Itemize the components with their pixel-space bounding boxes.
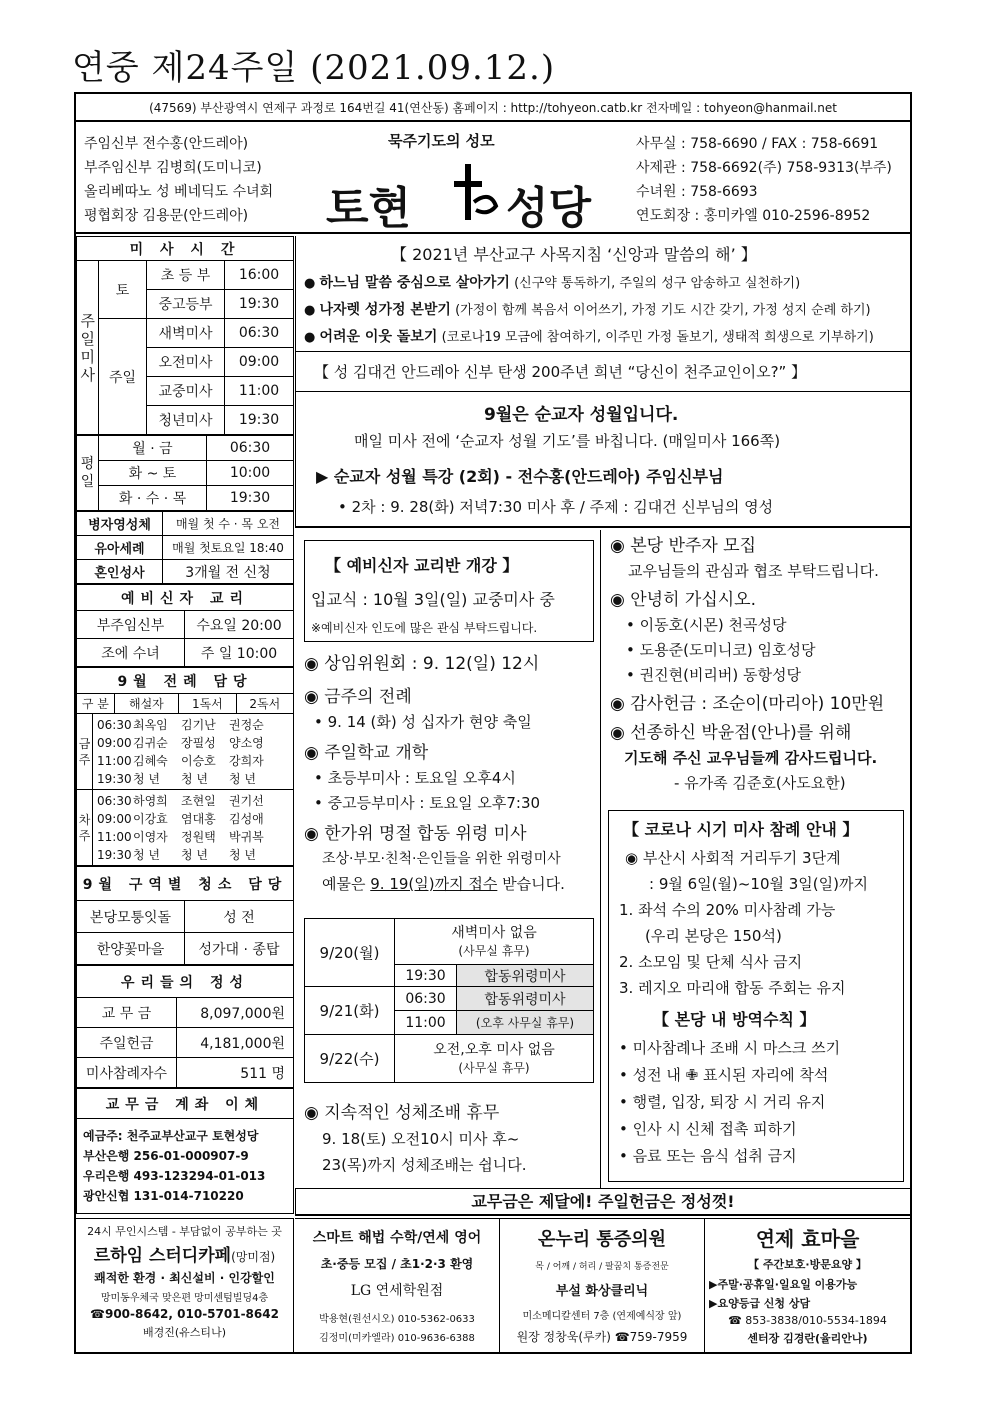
liturgy-group-rows bbox=[93, 790, 294, 866]
account-bank: 부산은행 256-01-000907-9 bbox=[83, 1149, 249, 1163]
weekday-time: 10:00 bbox=[207, 461, 294, 486]
prep-note: ※예비신자 인도에 많은 관심 부탁드립니다. bbox=[311, 621, 538, 635]
ad-phone: 박용현(원선시오) 010-5362-0633 bbox=[319, 1314, 475, 1325]
liturgy-time: 11:00 bbox=[97, 753, 132, 768]
ad-line: 【 주간보호·방문요양 】 bbox=[748, 1258, 867, 1271]
liturgy-cell: 권정순 bbox=[229, 717, 264, 732]
mass-time: 09:00 bbox=[225, 348, 294, 377]
pastoral-item: ● 어려운 이웃 돌보기 (코로나19 모금에 참여하기, 이주민 가정 돌보기, 생태적 희생으로 기부하기) bbox=[304, 329, 874, 345]
offering-header: 우리들의 정성 bbox=[77, 966, 294, 998]
server-title: ◉ 본당 반주자 모집 bbox=[610, 536, 756, 556]
weekday-label bbox=[77, 436, 99, 511]
liturgy-group-text: 금주 bbox=[78, 736, 91, 767]
schedule-event: 합동위령미사 bbox=[457, 965, 594, 987]
schedule-note: (사무실 휴무) bbox=[458, 1060, 530, 1075]
schedule-note: (사무실 휴무) bbox=[458, 943, 530, 958]
rule-item: • 음료 또는 음식 섭취 금지 bbox=[619, 1147, 797, 1165]
liturgy-time: 09:00 bbox=[97, 811, 132, 826]
liturgy-time: 06:30 bbox=[97, 717, 132, 732]
adoration-line: 9. 18(토) 오전10시 미사 후~ bbox=[322, 1130, 520, 1148]
ad-title: 르하임 스터디카페 bbox=[93, 1246, 232, 1266]
family-title: ◉ 선종하신 박윤점(안나)를 위해 bbox=[610, 723, 852, 743]
liturgy-row bbox=[97, 792, 293, 810]
mass-table bbox=[76, 236, 294, 435]
left-column bbox=[76, 236, 294, 1214]
covid-line: 1. 좌석 수의 20% 미사참례 가능 bbox=[619, 901, 836, 919]
covid-line: 3. 레지오 마리애 합동 주회는 유지 bbox=[619, 979, 846, 997]
bulletin-title: 연중 제24주일 (2021.09.12.) bbox=[72, 48, 556, 88]
liturgy-row bbox=[97, 810, 293, 828]
liturgy-group-label bbox=[77, 714, 93, 790]
liturgy-col: 2독서 bbox=[236, 694, 293, 714]
prep-line: 입교식 : 10월 3일(일) 교중미사 중 bbox=[311, 590, 555, 609]
martyr-title: 9월은 순교자 성월입니다. bbox=[484, 405, 679, 425]
account-bank: 우리은행 493-123294-01-013 bbox=[83, 1169, 266, 1183]
liturgy-cell: 최옥임 bbox=[133, 717, 168, 732]
cleaning-area: 한양꽃마을 bbox=[77, 933, 185, 965]
rip-item: • 권진현(비리버) 동항성당 bbox=[626, 666, 801, 684]
staff-council: 평협회장 김용문(안드레아) bbox=[84, 208, 249, 224]
server-line: 교우님들의 관심과 협조 부탁드립니다. bbox=[628, 562, 879, 580]
rule-item: • 성전 내 ✙ 표시된 자리에 착석 bbox=[619, 1066, 829, 1084]
schedule-date: 9/21(화) bbox=[305, 987, 395, 1035]
pastoral-item: ● 나자렛 성가정 본받기 (가정이 함께 복음서 이어쓰기, 가정 기도 시간 갖기, 가정 성지 순례 하기) bbox=[304, 302, 871, 318]
liturgy-cell: 정원택 bbox=[181, 829, 216, 844]
mass-header: 미 사 시 간 bbox=[77, 237, 294, 261]
wedding-value: 3개월 전 신청 bbox=[163, 560, 294, 584]
martyr-box bbox=[295, 392, 910, 528]
martyr-line: 매일 미사 전에 ‘순교자 성월 기도’를 바칩니다. (매일미사 166쪽) bbox=[354, 432, 781, 450]
pastoral-item-desc: (신구약 통독하기, 주일의 성구 암송하고 실천하기) bbox=[514, 276, 801, 291]
liturgy-time: 11:00 bbox=[97, 829, 132, 844]
rip-item: • 도용준(도미니코) 임호성당 bbox=[626, 641, 816, 659]
notice-liturgy-title: ◉ 금주의 전례 bbox=[304, 687, 412, 707]
address-line: (47569) 부산광역시 연제구 과정로 164번길 41(연산동) 홈페이지 : http://tohyeon.catb.kr 전자메일 : tohyeon@hanmail.net bbox=[76, 94, 910, 122]
ad-phone: ☎900-8642, 010-5701-8642 bbox=[90, 1307, 279, 1321]
contact-convent: 수녀원 : 758-6693 bbox=[636, 184, 758, 200]
liturgy-time: 06:30 bbox=[97, 793, 132, 808]
ad-line: 쾌적한 환경 · 최신설비 · 인강할인 bbox=[94, 1271, 275, 1285]
covid-line: 2. 소모임 및 단체 식사 금지 bbox=[619, 953, 803, 971]
ad-care bbox=[705, 1218, 910, 1352]
liturgy-cell: 청 년 bbox=[181, 847, 208, 862]
mass-name: 초 등 부 bbox=[147, 261, 225, 290]
cleaning-area: 본당모퉁잇돌 bbox=[77, 901, 185, 933]
account-details bbox=[77, 1119, 294, 1214]
notice-school-title: ◉ 주일학교 개학 bbox=[304, 743, 429, 763]
notice-deadline: 9. 19(일)까지 접수 bbox=[370, 875, 498, 893]
liturgy-cell: 조현일 bbox=[181, 793, 216, 808]
adoration-title: ◉ 지속적인 성체조배 휴무 bbox=[304, 1103, 500, 1123]
right-notices bbox=[610, 534, 884, 796]
schedule-time: 19:30 bbox=[395, 965, 457, 987]
pastoral-items bbox=[304, 270, 874, 351]
schedule-table bbox=[304, 918, 594, 1083]
contact-list bbox=[636, 132, 892, 228]
liturgy-cell: 이강효 bbox=[133, 811, 168, 826]
liturgy-row bbox=[97, 828, 293, 846]
liturgy-row bbox=[97, 846, 293, 864]
rules-list bbox=[619, 1035, 840, 1170]
infant-value: 매월 첫토요일 18:40 bbox=[163, 536, 294, 560]
notice-council: ◉ 상임위원회 : 9. 12(일) 12시 bbox=[304, 654, 540, 674]
ad-line: 부설 화상클리닉 bbox=[555, 1284, 649, 1299]
liturgy-group-label bbox=[77, 790, 93, 866]
offering-label: 미사참례자수 bbox=[77, 1058, 177, 1088]
schedule-cell bbox=[395, 1035, 594, 1083]
ad-line: 센터장 김경란(율리안나) bbox=[747, 1332, 868, 1345]
slogan: 교무금은 제달에! 주일헌금은 정성껏! bbox=[295, 1188, 910, 1216]
liturgy-col: 1독서 bbox=[179, 694, 236, 714]
thanks-offering: ◉ 감사헌금 : 조순이(마리아) 10만원 bbox=[610, 694, 885, 714]
schedule-event: (오후 사무실 휴무) bbox=[457, 1011, 594, 1035]
pastoral-item-title: 나자렛 성가정 본받기 bbox=[319, 302, 451, 318]
liturgy-group-text: 차주 bbox=[78, 812, 91, 843]
liturgy-cell: 청 년 bbox=[181, 771, 208, 786]
offering-table bbox=[76, 965, 294, 1088]
catechumen-table bbox=[76, 584, 294, 667]
weekday-name: 화 ~ 토 bbox=[99, 461, 207, 486]
notice-chuseok-line: 조상·부모·친척·은인들을 위한 위령미사 bbox=[322, 851, 561, 867]
cleaning-place: 성가대 · 종탑 bbox=[185, 933, 294, 965]
liturgy-col: 구 분 bbox=[77, 694, 115, 714]
notice-liturgy-line: • 9. 14 (화) 성 십자가 현양 축일 bbox=[314, 713, 532, 731]
schedule-text: 새벽미사 없음 bbox=[451, 924, 537, 941]
offering-value: 511 명 bbox=[177, 1058, 294, 1088]
account-header: 교무금 계좌 이체 bbox=[77, 1089, 294, 1119]
pastoral-box bbox=[295, 236, 910, 352]
liturgy-col: 해설자 bbox=[114, 694, 179, 714]
liturgy-time: 09:00 bbox=[97, 735, 132, 750]
liturgy-cell: 청 년 bbox=[229, 771, 256, 786]
ad-studycafe bbox=[76, 1218, 294, 1352]
sunday-label bbox=[77, 261, 99, 435]
ad-phone: 원장 정창욱(루카) ☎759-7959 bbox=[516, 1330, 688, 1344]
header bbox=[76, 124, 910, 234]
offering-label: 교 무 금 bbox=[77, 998, 177, 1028]
ad-title: 연제 효마을 bbox=[755, 1227, 860, 1251]
martyr-lecture-detail: • 2차 : 9. 28(화) 저녁7:30 미사 후 / 주제 : 김대건 신부님의 영성 bbox=[338, 498, 774, 516]
liturgy-cell: 김성애 bbox=[229, 811, 264, 826]
contact-rectory: 사제관 : 758-6692(주) 758-9313(부주) bbox=[636, 160, 892, 176]
jubilee-box bbox=[295, 352, 910, 392]
sun-label: 주일 bbox=[99, 319, 147, 435]
notice-chuseok-deadline bbox=[304, 872, 565, 897]
right-column bbox=[602, 530, 910, 1188]
notices bbox=[304, 652, 565, 897]
weekday-time: 19:30 bbox=[207, 486, 294, 511]
ad-phone: 김정미(미카엘라) 010-9636-6388 bbox=[319, 1333, 475, 1344]
catechumen-time: 주 일 10:00 bbox=[185, 639, 294, 667]
covid-title: 【 코로나 시기 미사 참례 안내 】 bbox=[623, 820, 859, 839]
mass-time: 19:30 bbox=[225, 290, 294, 319]
catechumen-teacher: 조에 수녀 bbox=[77, 639, 185, 667]
contact-office: 사무실 : 758-6690 / FAX : 758-6691 bbox=[636, 136, 879, 152]
schedule-cell bbox=[395, 919, 594, 965]
mass-time: 19:30 bbox=[225, 406, 294, 435]
weekday-time: 06:30 bbox=[207, 436, 294, 461]
rules-title: 【 본당 내 방역수칙 】 bbox=[653, 1010, 816, 1029]
rip-title: ◉ 안녕히 가십시오. bbox=[610, 590, 756, 610]
prep-box bbox=[304, 540, 594, 642]
contact-president: 연도회장 : 홍미카엘 010-2596-8952 bbox=[636, 208, 871, 224]
liturgy-header: 9월 전례 담당 bbox=[77, 668, 294, 694]
covid-box bbox=[608, 810, 904, 1182]
covid-line: : 9월 6일(월)~10월 3일(일)까지 bbox=[649, 875, 868, 893]
schedule-text: 오전,오후 미사 없음 bbox=[433, 1041, 555, 1058]
liturgy-rows bbox=[93, 792, 293, 864]
offering-value: 4,181,000원 bbox=[177, 1028, 294, 1058]
offering-label: 주일헌금 bbox=[77, 1028, 177, 1058]
liturgy-cell: 김귀순 bbox=[133, 735, 168, 750]
liturgy-cell: 강희자 bbox=[229, 753, 264, 768]
pastoral-item-title: 어려운 이웃 돌보기 bbox=[319, 329, 438, 345]
church-logo-icon bbox=[428, 150, 508, 230]
liturgy-table bbox=[76, 667, 294, 866]
mass-time: 16:00 bbox=[225, 261, 294, 290]
weekday-name: 월 · 금 bbox=[99, 436, 207, 461]
ad-title: 스마트 해법 수학/연세 영어 bbox=[312, 1230, 482, 1246]
liturgy-cell: 양소영 bbox=[229, 735, 264, 750]
offering-value: 8,097,000원 bbox=[177, 998, 294, 1028]
mass-time: 11:00 bbox=[225, 377, 294, 406]
ad-title: 온누리 통증의원 bbox=[538, 1229, 666, 1250]
mass-name: 청년미사 bbox=[147, 406, 225, 435]
ad-line: 24시 무인시스템 - 부담없이 공부하는 곳 bbox=[87, 1225, 282, 1238]
notice-school-line: • 초등부미사 : 토요일 오후4시 bbox=[314, 769, 516, 787]
ad-clinic bbox=[500, 1218, 705, 1352]
schedule-date: 9/22(수) bbox=[305, 1035, 395, 1083]
catechumen-teacher: 부주임신부 bbox=[77, 611, 185, 639]
rip-item: • 이동호(시몬) 천곡성당 bbox=[626, 616, 787, 634]
family-signature: - 유가족 김준호(사도요한) bbox=[674, 774, 846, 792]
notice-school-line: • 중고등부미사 : 토요일 오후7:30 bbox=[314, 794, 541, 812]
parish-subtitle: 묵주기도의 성모 bbox=[388, 132, 495, 150]
sick-value: 매월 첫 수 · 목 오전 bbox=[163, 512, 294, 536]
pastoral-title: 【 2021년 부산교구 사목지침 ‘신앙과 말씀의 해’ 】 bbox=[391, 245, 757, 264]
liturgy-cell: 박귀복 bbox=[229, 829, 264, 844]
notice-text: 예물은 bbox=[322, 875, 371, 893]
pastoral-item: ● 하느님 말씀 중심으로 살아가기 (신구약 통독하기, 주일의 성구 암송하고 실천하기) bbox=[304, 275, 801, 291]
cleaning-table bbox=[76, 866, 294, 965]
cleaning-place: 성 전 bbox=[185, 901, 294, 933]
adoration-line: 23(목)까지 성체조배는 쉽니다. bbox=[322, 1156, 527, 1174]
liturgy-row bbox=[97, 716, 293, 734]
notice-text: 받습니다. bbox=[497, 875, 565, 893]
ad-line: 배경진(유스티나) bbox=[143, 1326, 226, 1339]
schedule-event: 합동위령미사 bbox=[457, 987, 594, 1011]
weekday-label-text: 평일 bbox=[80, 456, 95, 490]
sat-label: 토 bbox=[99, 261, 147, 319]
staff-sisters: 올리베따노 성 베네딕도 수녀회 bbox=[84, 184, 274, 200]
ad-line: 미소메디칼센터 7층 (연제예식장 앞) bbox=[522, 1311, 682, 1322]
schedule-time: 11:00 bbox=[395, 1011, 457, 1035]
parish-name-right: 성당 bbox=[506, 183, 592, 234]
account-table bbox=[76, 1088, 294, 1214]
wedding-label: 혼인성사 bbox=[77, 560, 163, 584]
weekday-table bbox=[76, 435, 294, 511]
liturgy-cell: 김혜숙 bbox=[133, 753, 168, 768]
liturgy-cell: 장필성 bbox=[181, 735, 216, 750]
ad-line: LG 연세학원점 bbox=[350, 1283, 444, 1299]
sick-label: 병자영성체 bbox=[77, 512, 163, 536]
cleaning-header: 9월 구역별 청소 담당 bbox=[77, 867, 294, 901]
catechumen-header: 예비신자 교리 bbox=[77, 585, 294, 611]
covid-line: (우리 본당은 150석) bbox=[645, 927, 782, 945]
staff-pastor: 주임신부 전수홍(안드레아) bbox=[84, 136, 249, 152]
sacraments-table bbox=[76, 511, 294, 584]
adoration-notice bbox=[304, 1100, 527, 1178]
catechumen-time: 수요일 20:00 bbox=[185, 611, 294, 639]
rule-item: • 인사 시 신체 접촉 피하기 bbox=[619, 1120, 797, 1138]
mass-name: 중고등부 bbox=[147, 290, 225, 319]
infant-label: 유아세례 bbox=[77, 536, 163, 560]
prep-title: 【 예비신자 교리반 개강 】 bbox=[325, 556, 519, 575]
martyr-lecture: ▶ 순교자 성월 특강 (2회) - 전수홍(안드레아) 주임신부님 bbox=[316, 467, 724, 486]
covid-line: ◉ 부산시 사회적 거리두기 3단계 bbox=[625, 849, 841, 867]
weekday-name: 화 · 수 · 목 bbox=[99, 486, 207, 511]
liturgy-time: 19:30 bbox=[97, 847, 132, 862]
liturgy-cell: 청 년 bbox=[133, 771, 160, 786]
account-bank: 광안신협 131-014-710220 bbox=[83, 1189, 244, 1203]
ad-academy bbox=[295, 1218, 500, 1352]
rule-item: • 행렬, 입장, 퇴장 시 거리 유지 bbox=[619, 1093, 826, 1111]
liturgy-cell: 청 년 bbox=[133, 847, 160, 862]
covid-lines bbox=[619, 845, 868, 1001]
liturgy-cell: 김기난 bbox=[181, 717, 216, 732]
mass-name: 새벽미사 bbox=[147, 319, 225, 348]
liturgy-cell: 염대홍 bbox=[181, 811, 216, 826]
liturgy-cell: 이영자 bbox=[133, 829, 168, 844]
liturgy-row bbox=[97, 752, 293, 770]
ad-line: 망미동우체국 맞은편 망미센텀빌딩4층 bbox=[100, 1293, 269, 1304]
ad-line: ▶주말·공휴일·일요일 이용가능 bbox=[709, 1278, 858, 1291]
ad-line: ▶요양등급 신청 상담 bbox=[709, 1297, 811, 1310]
mass-name: 오전미사 bbox=[147, 348, 225, 377]
liturgy-rows bbox=[93, 716, 293, 788]
pastoral-item-desc: (코로나19 모금에 참여하기, 이주민 가정 돌보기, 생태적 희생으로 기부하기) bbox=[441, 330, 874, 345]
middle-column bbox=[296, 530, 601, 1188]
schedule-time: 06:30 bbox=[395, 987, 457, 1011]
ad-line: 목 / 어깨 / 허리 / 팔꿈치 통증전문 bbox=[535, 1262, 669, 1272]
staff-assistant: 부주임신부 김병희(도미니코) bbox=[84, 160, 262, 176]
jubilee-text: 【 성 김대건 안드레아 신부 탄생 200주년 희년 “당신이 천주교인이오?” 】 bbox=[314, 363, 807, 381]
liturgy-time: 19:30 bbox=[97, 771, 132, 786]
rule-item: • 미사참례나 조배 시 마스크 쓰기 bbox=[619, 1039, 841, 1057]
mass-time: 06:30 bbox=[225, 319, 294, 348]
notice-chuseok-title: ◉ 한가위 명절 합동 위령 미사 bbox=[304, 824, 527, 844]
liturgy-cell: 청 년 bbox=[229, 847, 256, 862]
ad-branch: (망미점) bbox=[231, 1250, 276, 1264]
mass-name: 교중미사 bbox=[147, 377, 225, 406]
schedule-date: 9/20(월) bbox=[305, 919, 395, 987]
staff-list bbox=[84, 132, 273, 228]
ad-title-row bbox=[76, 1241, 293, 1266]
account-holder: 예금주: 천주교부산교구 토현성당 bbox=[83, 1129, 259, 1143]
family-line: 기도해 주신 교우님들께 감사드립니다. bbox=[624, 749, 878, 767]
liturgy-group-rows bbox=[93, 714, 294, 790]
liturgy-cell: 하영희 bbox=[133, 793, 168, 808]
liturgy-row bbox=[97, 770, 293, 788]
liturgy-cell: 이승호 bbox=[181, 753, 216, 768]
parish-name-left: 토현 bbox=[326, 183, 412, 234]
pastoral-item-title: 하느님 말씀 중심으로 살아가기 bbox=[319, 275, 510, 291]
liturgy-cell: 권기선 bbox=[229, 793, 264, 808]
sunday-label-text: 주일미사 bbox=[80, 311, 95, 384]
ad-line: 초·중등 모집 / 초1·2·3 환영 bbox=[320, 1257, 474, 1271]
liturgy-row bbox=[97, 734, 293, 752]
pastoral-item-desc: (가정이 함께 복음서 이어쓰기, 가정 기도 시간 갖기, 가정 성지 순례 하기) bbox=[455, 303, 871, 318]
ad-phone: ☎ 853-3838/010-5534-1894 bbox=[728, 1314, 887, 1327]
